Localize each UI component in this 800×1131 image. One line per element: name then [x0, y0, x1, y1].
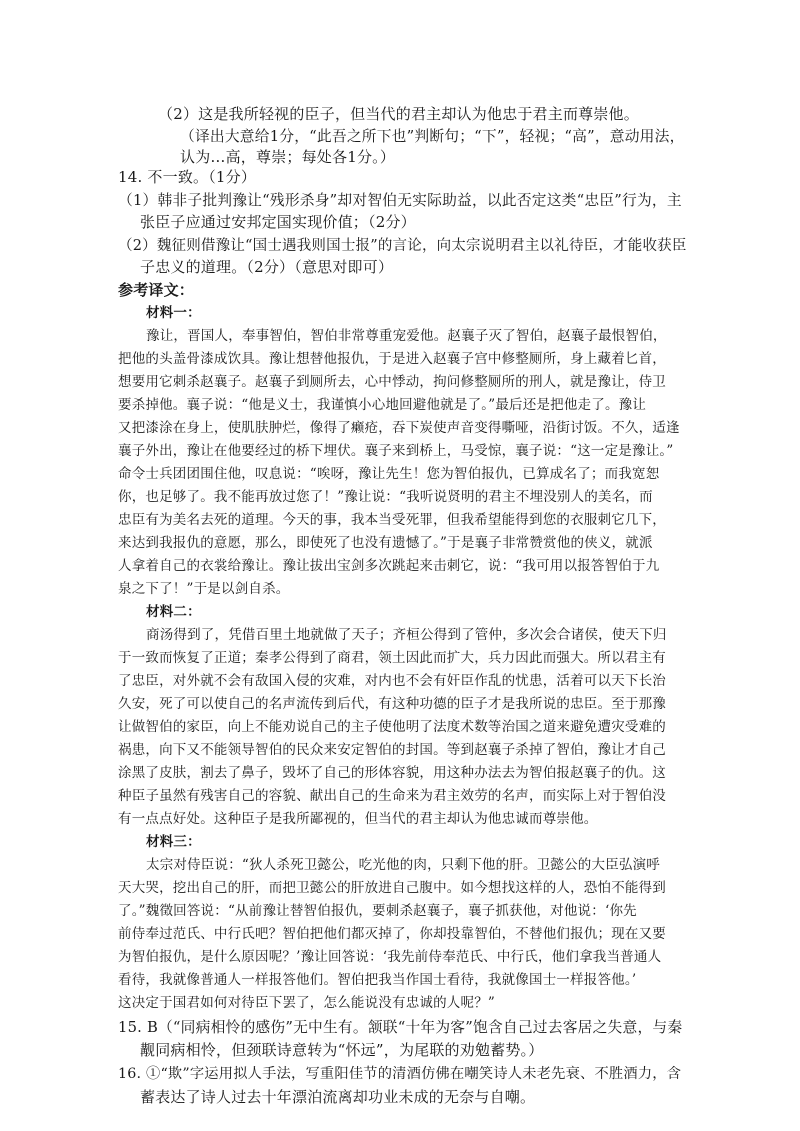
material-1-title: 材料一：	[146, 305, 201, 321]
q14-point2-line2: 子忠义的道理。（2分）（意思对即可）	[140, 258, 394, 276]
material-2-line: 让做智伯的家臣，向上不能劝说自己的主子使他明了法度术数等治国之道来避免遭灾受难的	[118, 719, 666, 735]
q14-point1-line2: 张臣子应通过安邦定国实现价值；（2分）	[140, 213, 416, 231]
material-3-title: 材料三：	[146, 834, 201, 850]
material-2-line: 久安，死了可以使自己的名声流传到后代，有这种功德的臣子才是我所说的忠臣。至于那豫	[118, 696, 666, 712]
material-1-line: 忠臣有为美名去死的道理。今天的事，我本当受死罪，但我希望能得到您的衣服刺它几下，	[118, 512, 666, 528]
q14-point2-line1: （2）魏征则借豫让“国士遇我则国士报”的言论，向太宗说明君主以礼待臣，才能收获臣	[118, 238, 687, 254]
q15-answer-line2: 觏同病相怜，但颈联诗意转为“怀远”，为尾联的劝勉蓄势。）	[140, 1041, 544, 1059]
material-2-line: 祸患，向下又不能领导智伯的民众来安定智伯的封国。等到赵襄子杀掉了智伯，豫让才自己	[118, 742, 666, 758]
q14-point1-line1: （1）韩非子批判豫让“残形杀身”却对智伯无实际助益，以此否定这类“忠臣”行为，主	[118, 192, 682, 209]
material-1-line: 把他的头盖骨漆成饮具。豫让想替他报仇，于是进入赵襄子宫中修整厕所，身上藏着匕首，	[118, 351, 666, 367]
material-2-line: 了忠臣，对外就不会有敌国入侵的灾难，对内也不会有奸臣作乱的忧患，活着可以天下长治	[118, 673, 666, 689]
material-1-line: 泉之下了！”于是以剑自杀。	[118, 581, 290, 597]
material-1-line: 命令士兵团团围住他，叹息说：“唉呀，豫让先生！您为智伯报仇，已算成名了；而我宽恕	[118, 466, 660, 482]
material-1-line: 襄子外出，豫让在他要经过的桥下埋伏。襄子来到桥上，马受惊，襄子说：“这一定是豫让。”	[118, 443, 674, 459]
material-3-line: 看待，我就像普通人一样报答他们。智伯把我当作国士看待，我就像国士一样报答他。’	[118, 972, 637, 988]
q13-item2-answer: （2）这是我所轻视的臣子，但当代的君主却认为他忠于君主而尊崇他。	[158, 105, 639, 123]
material-1-line: 想要用它刺杀赵襄子。赵襄子到厕所去，心中悸动，拘问修整厕所的刑人，就是豫让，侍卫	[118, 374, 666, 390]
material-2-title: 材料二：	[146, 604, 201, 620]
material-1-line: 又把漆涂在身上，使肌肤肿烂，像得了癞疮，吞下炭使声音变得嘶哑，沿街讨饭。不久，适逢	[118, 420, 680, 436]
material-2-line: 涂黑了皮肤，割去了鼻子，毁坏了自己的形体容貌，用这种办法去为智伯报赵襄子的仇。这	[118, 765, 666, 781]
q16-answer-line2: 蓄表达了诗人过去十年漂泊流离却功业未成的无奈与自嘲。	[140, 1088, 536, 1106]
material-3-line: 天大哭，挖出自己的肝，而把卫懿公的肝放进自己腹中。如今想找这样的人，恐怕不能得到	[118, 880, 666, 896]
translation-heading: 参考译文：	[118, 281, 195, 299]
material-2-line: 种臣子虽然有残害自己的容貌、献出自己的生命来为君主效劳的名声，而实际上对于智伯没	[118, 788, 666, 804]
material-1-line: 你，也足够了。我不能再放过您了！”豫让说：“我听说贤明的君主不埋没别人的美名，而	[118, 489, 653, 505]
material-3-line: 前侍奉过范氏、中行氏吧？智伯把他们都灭掉了，你却投靠智伯，不替他们报仇；现在又要	[118, 926, 666, 942]
material-2-line: 商汤得到了，凭借百里土地就做了天子；齐桓公得到了管仲，多次会合诸侯，使天下归	[146, 627, 667, 643]
material-1-line: 人拿着自己的衣裳给豫让。豫让拔出宝剑多次跳起来击刺它，说：“我可用以报答智伯于九	[118, 558, 660, 574]
material-3-line: 为智伯报仇，是什么原因呢？’豫让回答说：‘我先前侍奉范氏、中行氏，他们拿我当普通人	[118, 949, 662, 965]
q15-answer-line1: 15. B（“同病相怜的感伤”无中生有。颔联“十年为客”饱含自己过去客居之失意，与秦	[118, 1019, 683, 1036]
material-3-line: 这决定于国君如何对待臣下罢了，怎么能说没有忠诚的人呢？”	[118, 995, 496, 1011]
q13-scoring-note-2: 认为…高，尊崇；每处各1分。）	[180, 148, 396, 166]
material-3-line: 太宗对侍臣说：“狄人杀死卫懿公，吃光他的肉，只剩下他的肝。卫懿公的大臣弘演呼	[146, 857, 661, 873]
q14-heading: 14. 不一致。（1分）	[118, 168, 257, 186]
q16-answer-line1: 16. ①“欺”字运用拟人手法，写重阳佳节的清酒仿佛在嘲笑诗人未老先衰、不胜酒力，含	[118, 1066, 682, 1082]
material-1-line: 豫让，晋国人，奉事智伯，智伯非常尊重宠爱他。赵襄子灭了智伯，赵襄子最恨智伯，	[146, 328, 667, 344]
material-2-line: 于一致而恢复了正道；秦孝公得到了商君，领土因此而扩大，兵力因此而强大。所以君主有	[118, 650, 666, 666]
material-1-line: 来达到我报仇的意愿，那么，即使死了也没有遗憾了。”于是襄子非常赞赏他的侠义，就派	[118, 535, 653, 551]
material-1-line: 要杀掉他。襄子说：“他是义士，我谨慎小心地回避他就是了。”最后还是把他走了。豫让	[118, 397, 647, 413]
q13-scoring-note-1: （译出大意给1分，“此吾之所下也”判断句；“下”，轻视；“高”，意动用法，	[180, 128, 685, 145]
material-3-line: 了。”魏徵回答说：“从前豫让替智伯报仇，要刺杀赵襄子，襄子抓获他，对他说：‘你先	[118, 903, 637, 919]
material-2-line: 有一点点好处。这种臣子是我所鄙视的，但当代的君主却认为他忠诚而尊崇他。	[118, 811, 598, 827]
